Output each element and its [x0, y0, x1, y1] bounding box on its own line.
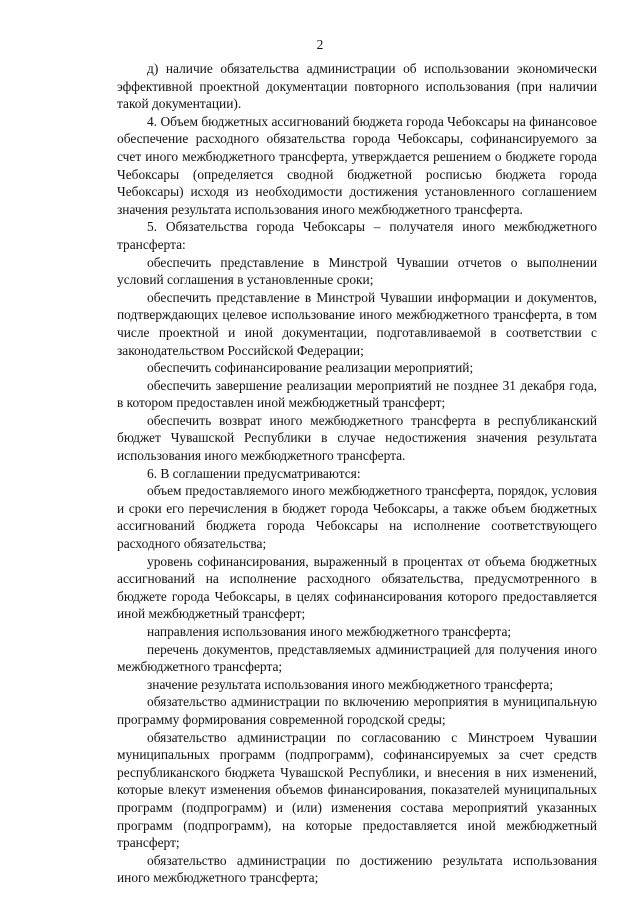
agreement-cofinancing-level: уровень софинансирования, выраженный в процентах от объема бюджетных ассигнований на исполнение расходного обязательства, предусмотренного в бюджете города Чебоксары, в целях софинансирования которого предоставляется иной межбюджетный трансферт;	[117, 553, 597, 622]
document-body	[117, 60, 597, 887]
paragraph-6-agreement: 6. В соглашении предусматриваются:	[147, 465, 361, 481]
page-number: 2	[316, 37, 324, 52]
obligation-documents: обеспечить представление в Минстрой Чувашии информации и документов, подтверждающих целевое использование иного межбюджетного трансферта, в том числе проектной и иной документации, подготавливаемой в соответствии с законодательством Российской Федерации;	[117, 289, 597, 358]
agreement-directions: направления использования иного межбюджетного трансферта;	[147, 624, 512, 639]
obligation-reports: обеспечить представление в Минстрой Чувашии отчетов о выполнении условий соглашения в установленные сроки;	[117, 254, 597, 288]
agreement-volume: объем предоставляемого иного межбюджетного трансферта, порядок, условия и сроки его перечисления в бюджет города Чебоксары, а также объем бюджетных ассигнований бюджета города Чебоксары на исполнение соответствующего расходного обязательства;	[117, 483, 597, 552]
paragraph-5-obligations: 5. Обязательства города Чебоксары – получателя иного межбюджетного трансферта:	[117, 219, 597, 252]
agreement-document-list: перечень документов, представляемых администрацией для получения иного межбюджетного трансферта;	[117, 641, 597, 675]
obligation-return: обеспечить возврат иного межбюджетного трансферта в республиканский бюджет Чувашской Республики в случае недостижения значения результата использования иного межбюджетного трансферта.	[117, 412, 597, 464]
agreement-result-value: значение результата использования иного межбюджетного трансферта;	[147, 676, 554, 692]
paragraph-d-documentation: д) наличие обязательства администрации об использовании экономически эффективной проектной документации повторного использования (при наличии такой документации).	[117, 61, 597, 112]
paragraph-4-budget-volume: 4. Объем бюджетных ассигнований бюджета города Чебоксары на финансовое обеспечение расходного обязательства города Чебоксары, софинансируемого за счет иного межбюджетного трансферта, утверждается решением о бюджете города Чебоксары (определяется сводной бюджетной росписью бюджета города Чебоксары) исходя из необходимости достижения установленного соглашением значения результата использования иного межбюджетного трансферта.	[117, 113, 597, 217]
obligation-cofinancing: обеспечить софинансирование реализации мероприятий;	[147, 360, 474, 376]
agreement-program-inclusion: обязательство администрации по включению мероприятия в муниципальную программу формирования современной городской среды;	[117, 694, 597, 727]
agreement-result-achievement: обязательство администрации по достижению результата использования иного межбюджетного трансферта;	[117, 852, 597, 886]
agreement-program-approval: обязательство администрации по согласованию с Минстроем Чувашии муниципальных программ (подпрограмм), софинансируемых за счет средств республиканского бюджета Чувашской Республики, и внесения в них изменений, которые влекут изменения объемов финансирования, показателей муниципальных программ (подпрограмм) и (или) изменения состава мероприятий указанных программ (подпрограмм), на которые предоставляется иной межбюджетный трансферт;	[117, 729, 597, 851]
obligation-completion: обеспечить завершение реализации мероприятий не позднее 31 декабря года, в котором предоставлен иной межбюджетный трансферт;	[117, 377, 597, 411]
